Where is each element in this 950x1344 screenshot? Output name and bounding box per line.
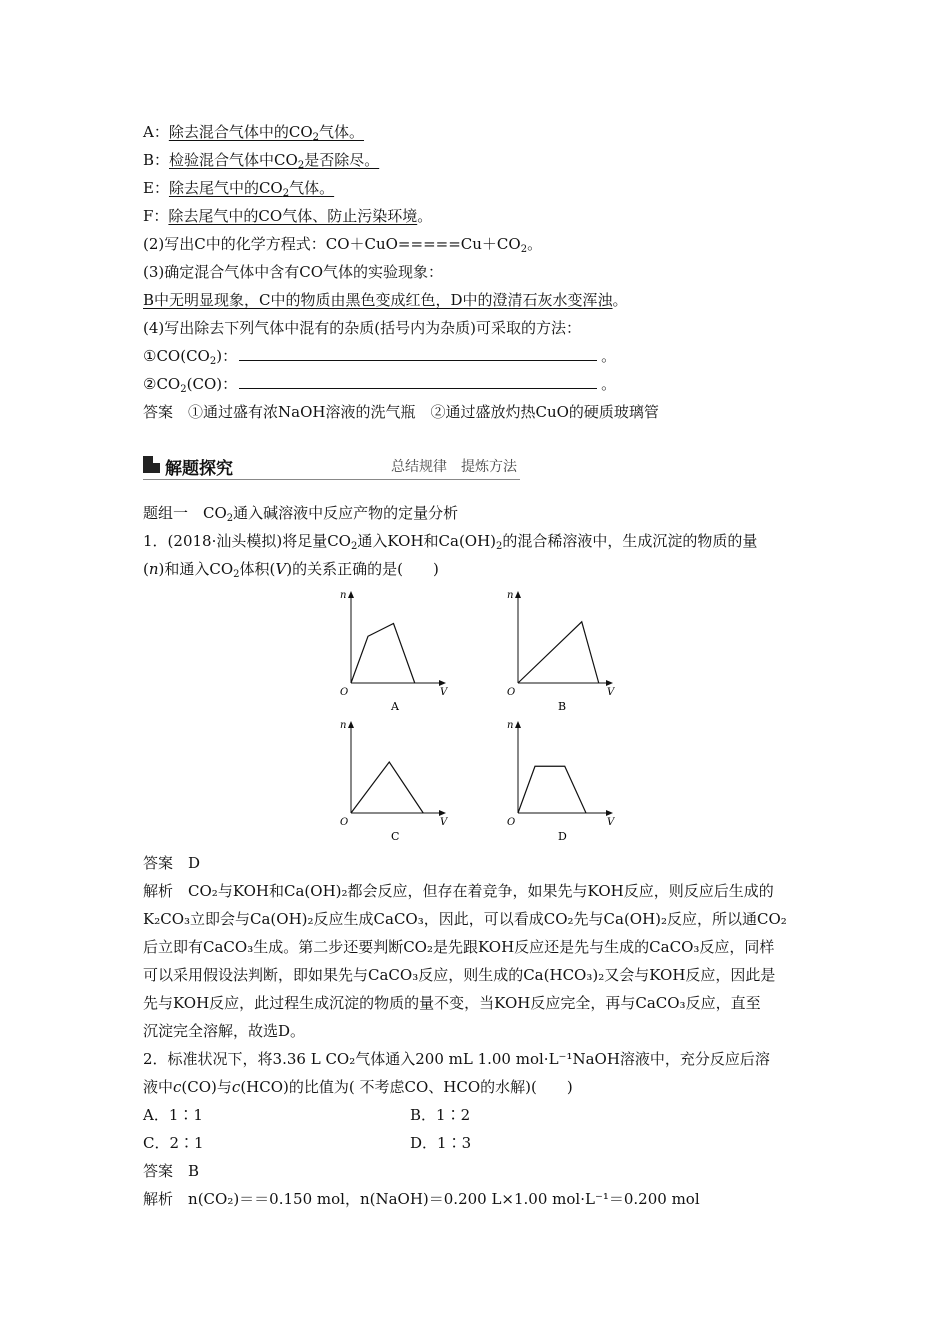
question-3-answer: B中无明显现象，C中的物质由黑色变成红色，D中的澄清石灰水变浑浊。 xyxy=(143,291,628,309)
axis-label-n: n xyxy=(340,720,347,731)
axis-label-v: V xyxy=(440,817,448,828)
x-axis-arrow xyxy=(439,680,446,686)
question-4-item-1: $①CO(CO_2)$： 。 xyxy=(143,347,617,367)
data-line xyxy=(351,762,423,813)
answer-line-q2: 答案 B xyxy=(143,1162,200,1180)
group-title: 题组一 $CO_2$通入碱溶液中反应产物的定量分析 xyxy=(143,504,459,524)
question-4: (4)写出除去下列气体中混有的杂质(括号内为杂质)可采取的方法： xyxy=(143,319,581,337)
graph-b xyxy=(505,588,615,713)
data-line xyxy=(351,624,415,684)
graph-d xyxy=(505,718,615,843)
answer-line-q1: 答案 D xyxy=(143,854,201,872)
axis-label-v: V xyxy=(607,687,615,698)
question-4-item-2: $②CO_2(CO)$： 。 xyxy=(143,375,617,395)
option-b: B．1∶2 xyxy=(410,1106,471,1124)
y-axis-arrow xyxy=(515,591,521,598)
graph-c xyxy=(338,718,448,843)
x-axis-arrow xyxy=(439,810,446,816)
origin-label: O xyxy=(340,817,349,828)
analysis-q2: 解析 n(CO₂)＝＝0.150 mol，n(NaOH)＝0.200 L×1.00 mol·L⁻¹＝0.200 mol xyxy=(143,1190,700,1208)
section-title: 解题探究 xyxy=(165,459,233,479)
answer-line-b: B：检验混合气体中$CO_2$是否除尽。 xyxy=(143,151,380,171)
analysis-q1-line-4: 可以采用假设法判断，即如果先与CaCO₃反应，则生成的Ca(HCO₃)₂又会与KOH反应，因此是 xyxy=(143,966,776,984)
option-row-2 xyxy=(143,1133,472,1153)
question-2-line-1: 2．标准状况下，将3.36 L CO₂气体通入200 mL 1.00 mol·L⁻¹NaOH溶液中，充分反应后溶 xyxy=(143,1050,770,1068)
y-axis-arrow xyxy=(348,591,354,598)
data-line xyxy=(518,622,599,683)
graph-a xyxy=(338,588,448,713)
answer-blank xyxy=(239,346,597,361)
option-a: A．1∶1 xyxy=(143,1106,203,1124)
question-2-line-2: 液中c(CO)与c(HCO)的比值为( 不考虑CO、HCO的水解)( ) xyxy=(143,1078,573,1096)
axis-label-v: V xyxy=(607,817,615,828)
axis-label-v: V xyxy=(440,687,448,698)
answer-line-a: A：除去混合气体中的$CO_2$气体。 xyxy=(143,123,365,143)
question-1-line-1: 1．(2018·汕头模拟)将足量$CO_2$通入KOH和$Ca(OH)_2$的混合稀溶液中，生成沉淀的物质的量 xyxy=(143,532,758,552)
section-subtitle: 总结规律 提炼方法 xyxy=(391,459,517,475)
y-axis-arrow xyxy=(515,721,521,728)
question-2-equation: (2)写出C中的化学方程式：$CO+CuO=====Cu+CO_2$。 xyxy=(143,235,543,255)
option-row-1 xyxy=(143,1105,471,1125)
x-axis-arrow xyxy=(606,680,613,686)
analysis-q1-line-1: 解析 CO₂与KOH和Ca(OH)₂都会反应，但存在着竞争，如果先与KOH反应，则反应后生成的 xyxy=(143,882,774,900)
answer-line-part1: 答案 ①通过盛有浓NaOH溶液的洗气瓶 ②通过盛放灼热CuO的硬质玻璃管 xyxy=(143,403,659,421)
analysis-q1-line-2: K₂CO₃立即会与Ca(OH)₂反应生成CaCO₃，因此，可以看成CO₂先与Ca(OH)₂反应，所以通CO₂ xyxy=(143,910,787,928)
graph-caption: B xyxy=(558,700,567,713)
answer-line-f: F：除去尾气中的CO气体、防止污染环境。 xyxy=(143,207,433,225)
axis-label-n: n xyxy=(507,590,514,601)
x-axis-arrow xyxy=(606,810,613,816)
graph-caption: A xyxy=(391,700,399,713)
analysis-q1-line-6: 沉淀完全溶解，故选D。 xyxy=(143,1022,306,1040)
option-c: C．2∶1 xyxy=(143,1134,204,1152)
answer-line-e: E：除去尾气中的$CO_2$气体。 xyxy=(143,179,335,199)
origin-label: O xyxy=(340,687,349,698)
axis-label-n: n xyxy=(507,720,514,731)
question-1-line-2: (n)和通入$CO_2$体积(V)的关系正确的是( ) xyxy=(143,560,439,580)
question-3: (3)确定混合气体中含有CO气体的实验现象： xyxy=(143,263,444,281)
answer-blank xyxy=(239,374,597,389)
analysis-q1-line-3: 后立即有CaCO₃生成。第二步还要判断CO₂是先跟KOH反应还是先与生成的CaCO₃反应，同样 xyxy=(143,938,775,956)
origin-label: O xyxy=(507,817,516,828)
y-axis-arrow xyxy=(348,721,354,728)
option-d: D．1∶3 xyxy=(410,1134,472,1152)
analysis-q1-line-5: 先与KOH反应，此过程生成沉淀的物质的量不变，当KOH反应完全，再与CaCO₃反应，直至 xyxy=(143,994,761,1012)
section-divider xyxy=(143,479,520,480)
section-banner xyxy=(143,450,520,482)
axis-label-n: n xyxy=(340,590,347,601)
graph-caption: C xyxy=(391,830,400,843)
data-line xyxy=(518,766,586,813)
origin-label: O xyxy=(507,687,516,698)
graph-caption: D xyxy=(558,830,567,843)
